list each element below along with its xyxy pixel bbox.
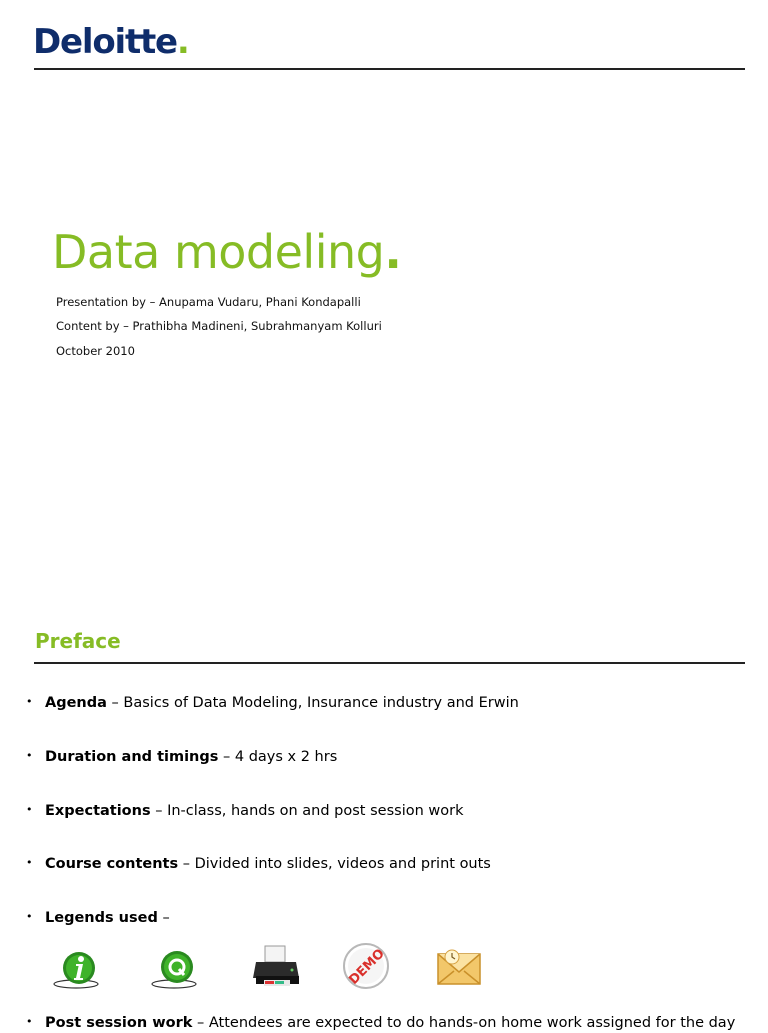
- bullet-text: –: [157, 910, 170, 926]
- bullet-text: – 4 days x 2 hrs: [218, 749, 338, 765]
- bullet-term: Duration and timings: [45, 749, 219, 765]
- bullet-term: Legends used: [45, 910, 158, 926]
- logo-text: Deloitte: [33, 22, 177, 62]
- bullet-text: – Basics of Data Modeling, Insurance industry and Erwin: [106, 695, 519, 711]
- legend-icons: [50, 940, 510, 1000]
- info-icon: [50, 940, 100, 992]
- demo-badge-text: DEMO: [346, 946, 388, 988]
- preface-title: Preface: [35, 629, 121, 653]
- bullet-agenda: [26, 692, 519, 713]
- bullet-term: Course contents: [45, 856, 179, 872]
- bullet-duration: [26, 746, 337, 767]
- deloitte-logo: [33, 22, 189, 62]
- bullet-mark: •: [26, 856, 33, 869]
- demo-badge-icon: [340, 940, 392, 992]
- preface-divider: [34, 662, 745, 664]
- bullet-text: – In-class, hands on and post session work: [150, 803, 464, 819]
- bullet-term: Expectations: [45, 803, 151, 819]
- content-by: Content by – Prathibha Madineni, Subrahmanyam Kolluri: [56, 319, 382, 333]
- bullet-post-session: [26, 1012, 735, 1033]
- printer-icon: [250, 940, 302, 992]
- bullet-legends: [26, 907, 170, 928]
- header-divider: [34, 68, 745, 70]
- title-dot: .: [384, 225, 402, 279]
- bullet-mark: •: [26, 910, 33, 923]
- presentation-by: Presentation by – Anupama Vudaru, Phani Kondapalli: [56, 295, 361, 309]
- bullet-mark: •: [26, 695, 33, 708]
- bullet-course-contents: [26, 853, 491, 874]
- page-title: [52, 222, 401, 282]
- title-text: Data modeling: [52, 225, 385, 279]
- bullet-text: – Divided into slides, videos and print outs: [178, 856, 491, 872]
- bullet-term: Agenda: [45, 695, 107, 711]
- logo-dot: .: [176, 22, 189, 62]
- bullet-text: – Attendees are expected to do hands-on home work assigned for the day: [192, 1015, 736, 1031]
- mail-icon: [434, 940, 486, 992]
- bullet-expectations: [26, 800, 463, 821]
- date: October 2010: [56, 344, 135, 358]
- bullet-mark: •: [26, 1015, 33, 1028]
- bullet-mark: •: [26, 803, 33, 816]
- bullet-mark: •: [26, 749, 33, 762]
- bullet-term: Post session work: [45, 1015, 193, 1031]
- question-icon: [148, 940, 198, 992]
